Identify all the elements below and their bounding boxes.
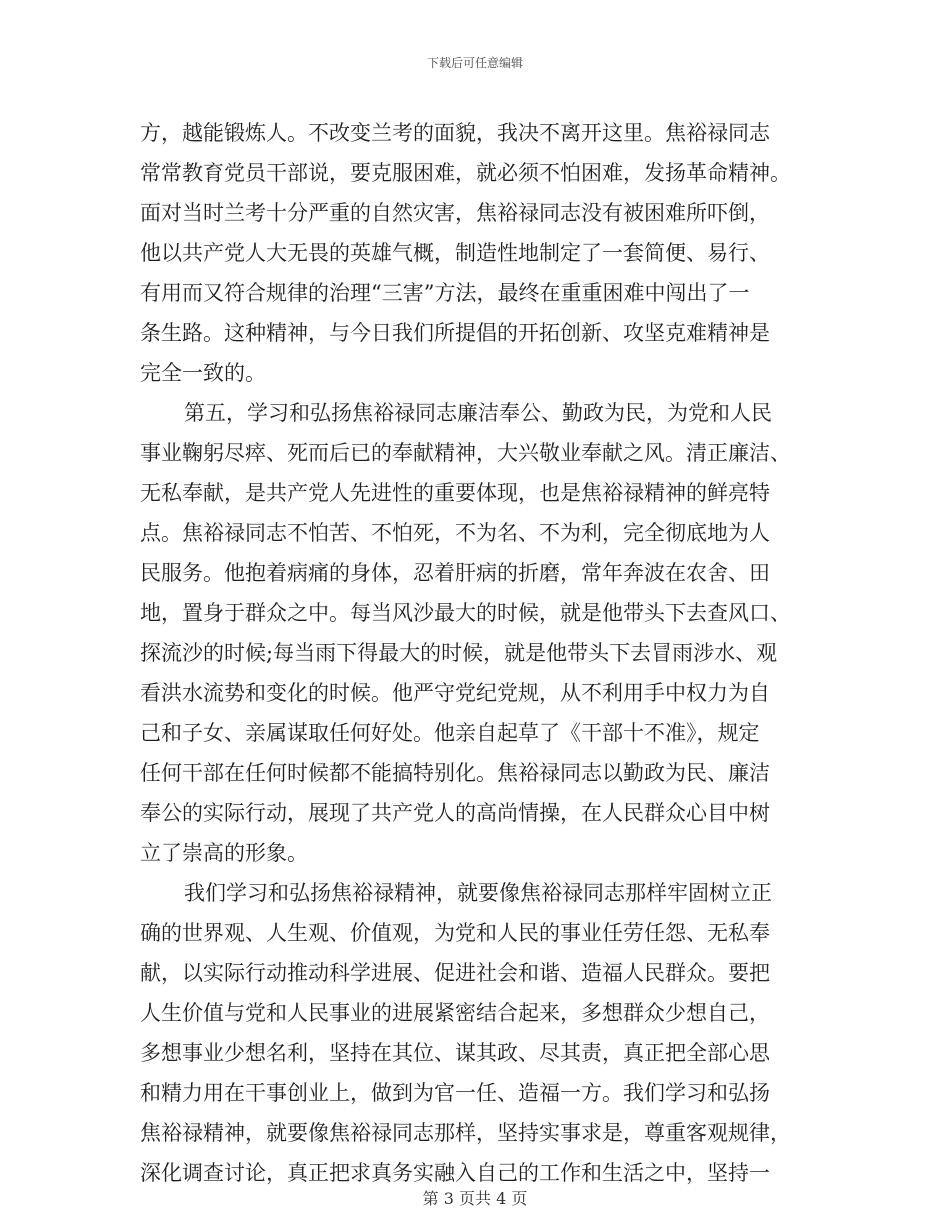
page-header: 下载后可任意编辑 <box>426 56 523 70</box>
page-footer: 第 3 页共 4 页 <box>422 1189 528 1208</box>
paragraph <box>140 113 820 393</box>
text-line: 立了崇高的形象。 <box>140 841 308 865</box>
text-line: 有用而又符合规律的治理“三害”方法，最终在重重困难中闯出了一 <box>140 281 750 305</box>
text-line: 深化调查讨论，真正把求真务实融入自己的工作和生活之中，坚持一 <box>140 1161 770 1185</box>
text-line: 方，越能锻炼人。不改变兰考的面貌，我决不离开这里。焦裕禄同志 <box>140 121 770 145</box>
text-line: 焦裕禄精神，就要像焦裕禄同志那样，坚持实事求是，尊重客观规律， <box>140 1121 791 1145</box>
text-line: 点。焦裕禄同志不怕苦、不怕死，不为名、不为利，完全彻底地为人 <box>140 521 770 545</box>
text-line: 献，以实际行动推动科学进展、促进社会和谐、造福人民群众。要把 <box>140 961 770 985</box>
text-line: 完全一致的。 <box>140 361 266 385</box>
text-line: 我们学习和弘扬焦裕禄精神，就要像焦裕禄同志那样牢固树立正 <box>184 881 772 905</box>
text-line: 第五，学习和弘扬焦裕禄同志廉洁奉公、勤政为民，为党和人民 <box>184 401 772 425</box>
text-line: 民服务。他抱着病痛的身体，忍着肝病的折磨，常年奔波在农舍、田 <box>140 561 770 585</box>
text-line: 无私奉献，是共产党人先进性的重要体现，也是焦裕禄精神的鲜亮特 <box>140 481 770 505</box>
text-line: 地，置身于群众之中。每当风沙最大的时候，就是他带头下去查风口、 <box>140 601 791 625</box>
paragraph <box>140 873 820 1193</box>
text-line: 多想事业少想名利，坚持在其位、谋其政、尽其责，真正把全部心思 <box>140 1041 770 1065</box>
text-line: 奉公的实际行动，展现了共产党人的高尚情操，在人民群众心目中树 <box>140 801 770 825</box>
text-line: 人生价值与党和人民事业的进展紧密结合起来，多想群众少想自己， <box>140 1001 770 1025</box>
text-line: 探流沙的时候;每当雨下得最大的时候，就是他带头下去冒雨涉水、观 <box>140 641 778 665</box>
text-line: 常常教育党员干部说，要克服困难，就必须不怕困难，发扬革命精神。 <box>140 161 791 185</box>
text-line: 事业鞠躬尽瘁、死而后已的奉献精神，大兴敬业奉献之风。清正廉洁、 <box>140 441 791 465</box>
text-line: 己和子女、亲属谋取任何好处。他亲自起草了《干部十不准》，规定 <box>140 721 760 745</box>
text-line: 条生路。这种精神，与今日我们所提倡的开拓创新、攻坚克难精神是 <box>140 321 770 345</box>
text-line: 他以共产党人大无畏的英雄气概，制造性地制定了一套简便、易行、 <box>140 241 770 265</box>
text-line: 看洪水流势和变化的时候。他严守党纪党规，从不利用手中权力为自 <box>140 681 770 705</box>
text-line: 确的世界观、人生观、价值观，为党和人民的事业任劳任怨、无私奉 <box>140 921 770 945</box>
text-line: 面对当时兰考十分严重的自然灾害，焦裕禄同志没有被困难所吓倒， <box>140 201 770 225</box>
text-line: 和精力用在干事创业上，做到为官一任、造福一方。我们学习和弘扬 <box>140 1081 770 1105</box>
paragraph <box>140 393 820 873</box>
text-line: 任何干部在任何时候都不能搞特别化。焦裕禄同志以勤政为民、廉洁 <box>140 761 770 785</box>
document-body <box>140 113 820 1193</box>
